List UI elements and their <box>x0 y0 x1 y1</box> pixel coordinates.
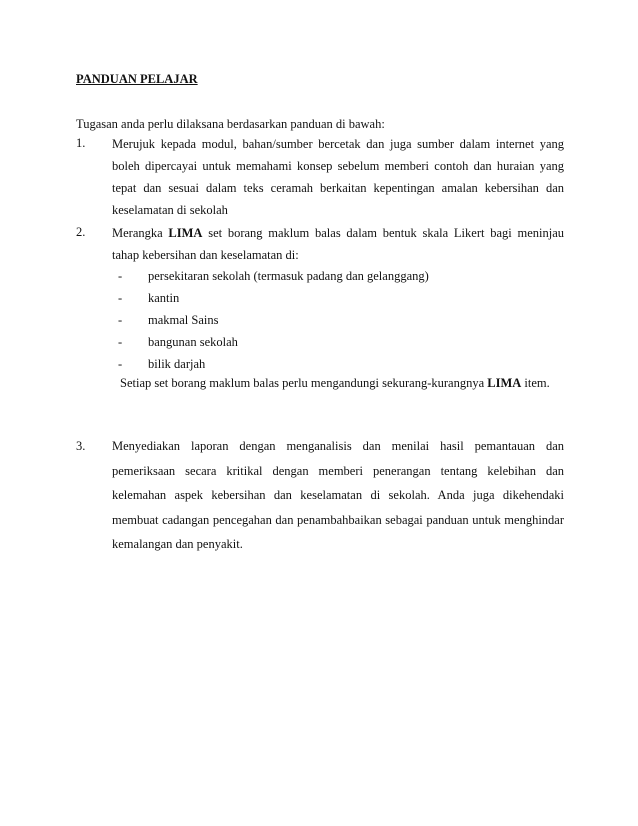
note-text: Setiap set borang maklum balas perlu mengandungi sekurang-kurangnya LIMA item. <box>120 376 550 390</box>
intro-text: Tugasan anda perlu dilaksana berdasarkan panduan di bawah: <box>76 117 385 131</box>
sublist <box>118 265 429 375</box>
list-item: - persekitaran sekolah (termasuk padang dan gelanggang) <box>118 269 429 283</box>
item-number: 3. <box>76 439 86 453</box>
list-item: - bilik darjah <box>118 357 206 371</box>
instruction-item-3 <box>76 434 564 557</box>
list-item: - kantin <box>118 291 180 305</box>
instruction-item-1 <box>76 133 564 221</box>
item-number: 1. <box>76 136 86 150</box>
item-text: Merujuk kepada modul, bahan/sumber bercetak dan juga sumber dalam internet yang boleh dipercayai untuk memahami konsep sebelum memberi contoh dan huraian yang tepat dan sesuai dalam teks ceramah berkaitan kepentingan amalan kebersihan dan keselamatan di sekolah <box>112 137 564 217</box>
emphasis-lima: LIMA <box>168 226 203 240</box>
list-item: - bangunan sekolah <box>118 335 238 349</box>
page-title: PANDUAN PELAJAR <box>76 72 198 86</box>
item-text: Menyediakan laporan dengan menganalisis dan menilai hasil pemantauan dan pemeriksaan secara kritikal dengan memberi penerangan tentang kelebihan dan kelemahan aspek kebersihan dan keselamatan di sekolah. Anda juga dikehendaki membuat cadangan pencegahan dan penambahbaikan sebagai panduan untuk menghindar kemalangan dan penyakit. <box>112 439 564 551</box>
emphasis-lima: LIMA <box>487 376 522 390</box>
list-item: - makmal Sains <box>118 313 219 327</box>
item-text: Merangka LIMA set borang maklum balas dalam bentuk skala Likert bagi meninjau tahap kebersihan dan keselamatan di: <box>112 226 564 262</box>
item-number: 2. <box>76 225 86 239</box>
instruction-item-2 <box>76 222 564 266</box>
